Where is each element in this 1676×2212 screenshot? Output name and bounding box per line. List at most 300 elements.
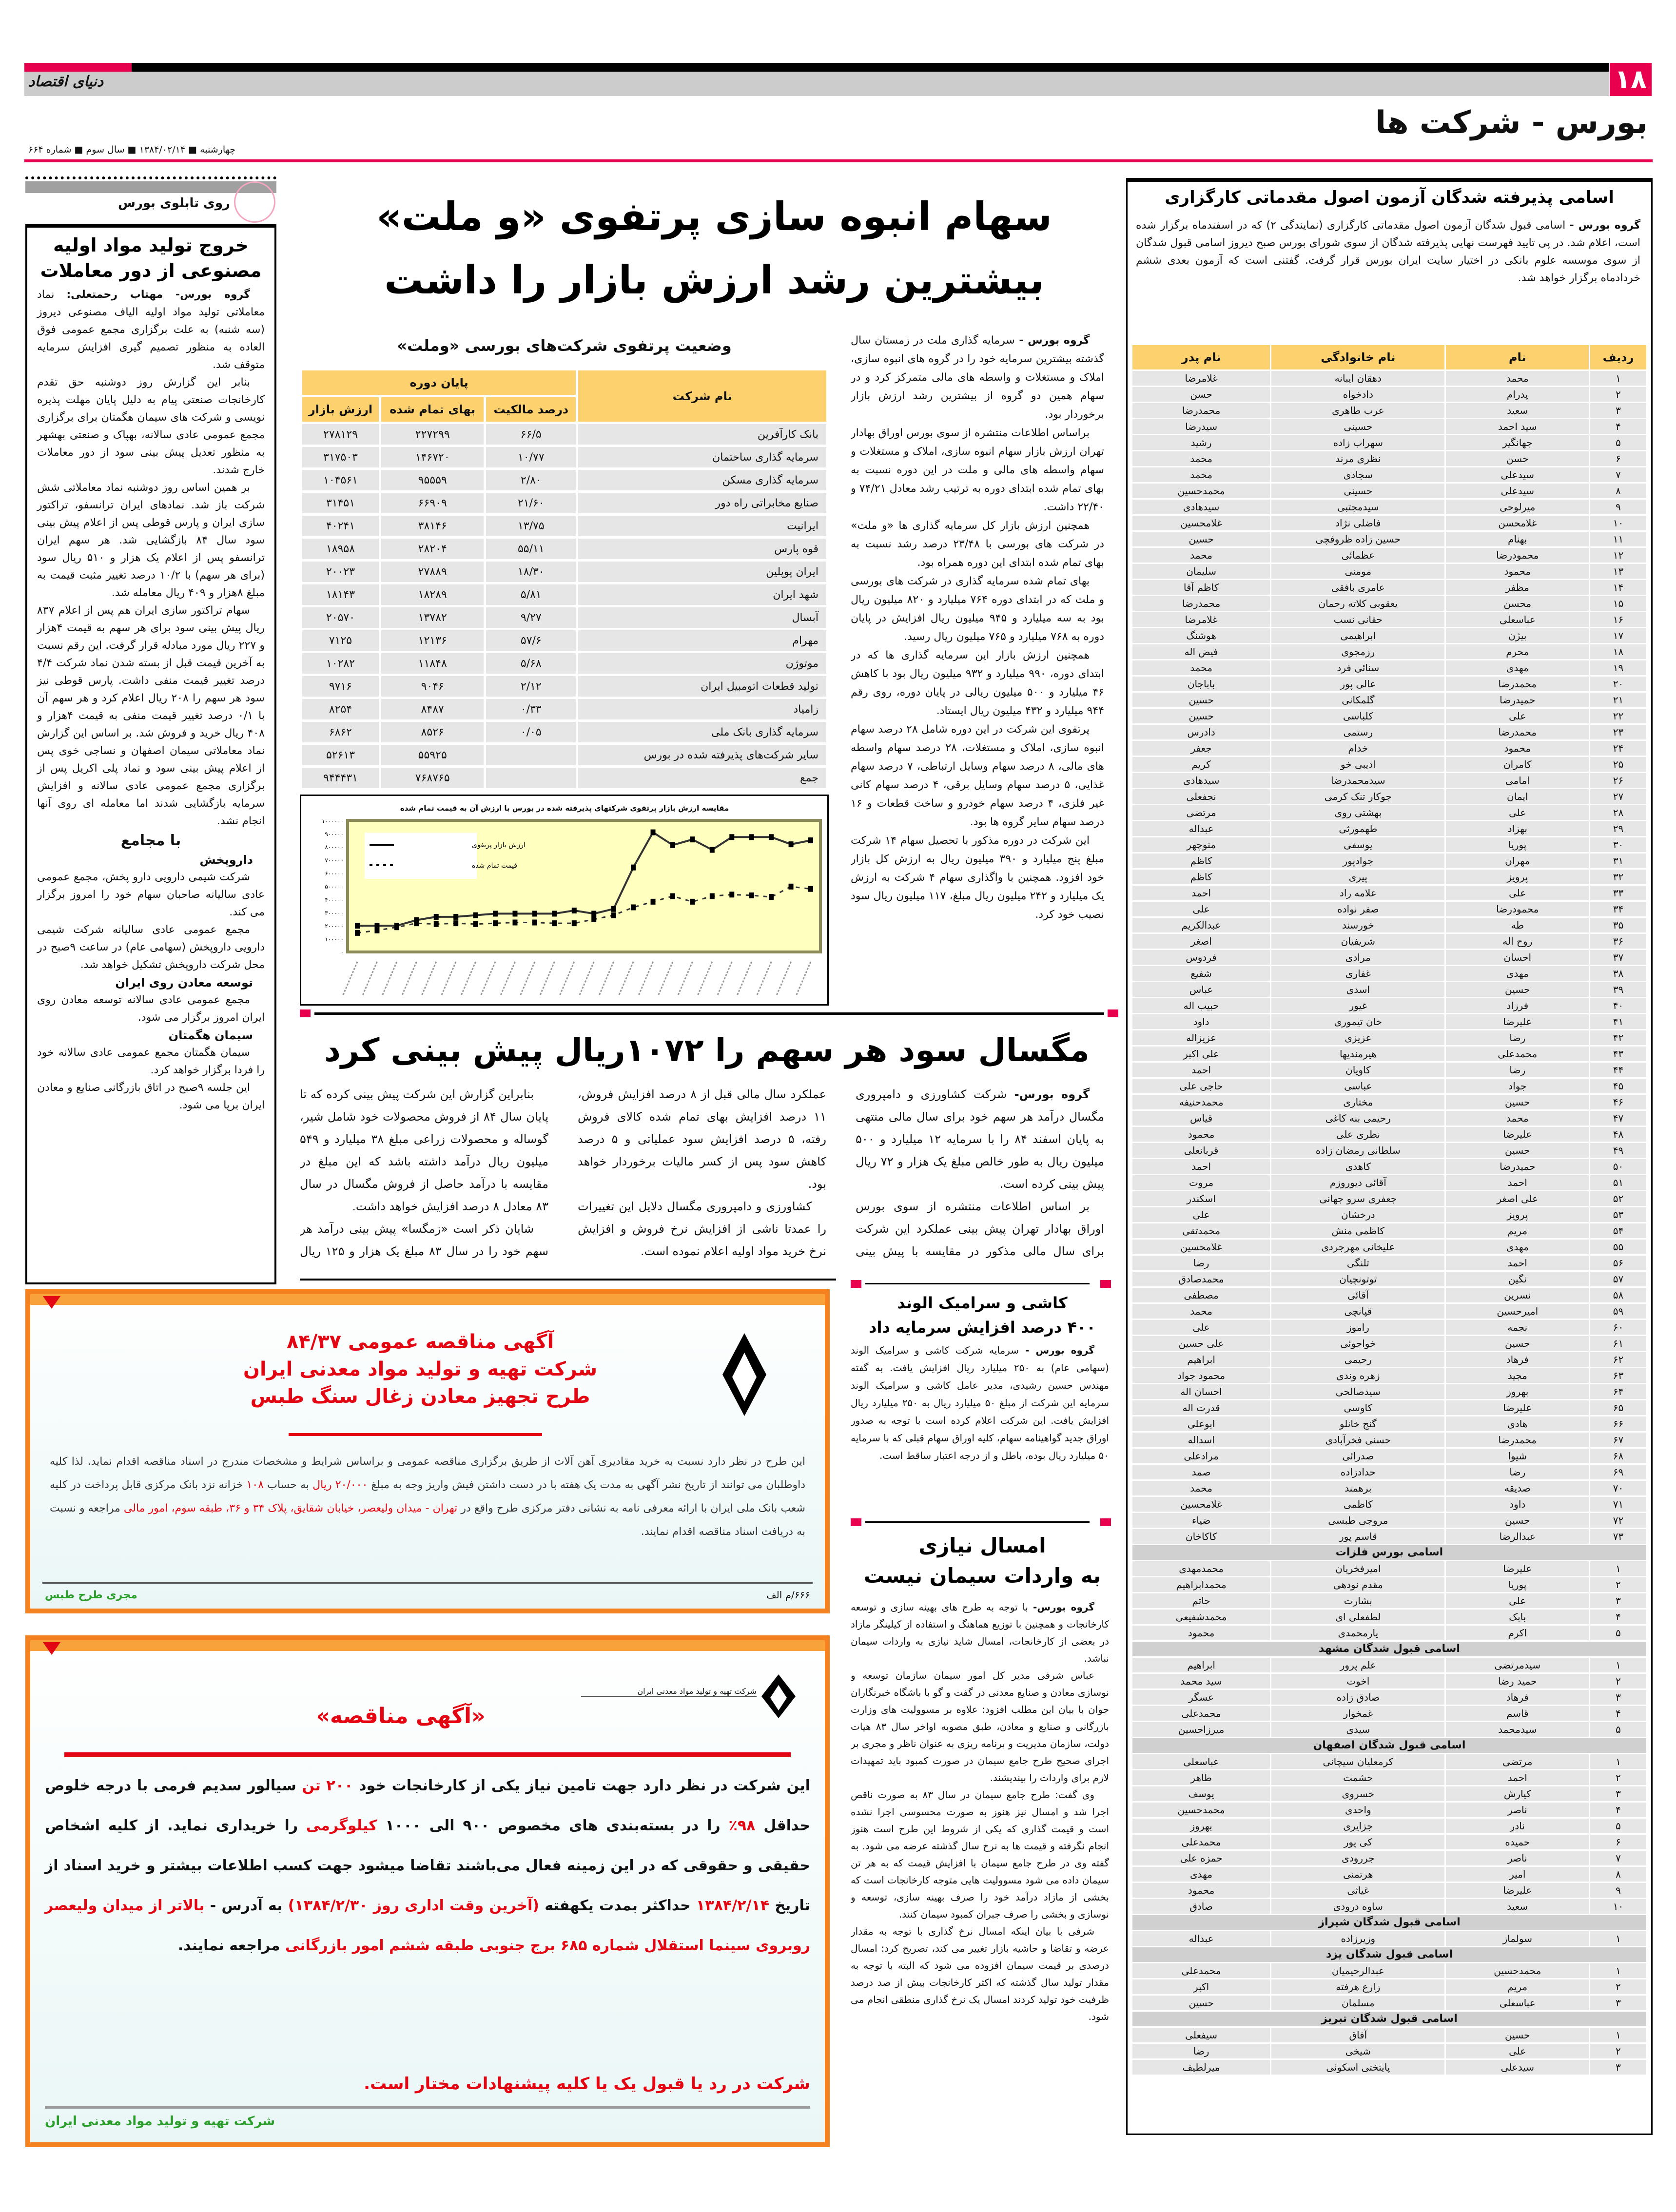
row-number: ۴ [1590,1803,1646,1817]
divider-marker [1100,1280,1111,1288]
father-name: سیفعلی [1132,2028,1270,2042]
last-name: علم پرور [1271,1658,1444,1672]
last-name: رحیمی بنه کاغی [1271,1111,1444,1125]
table-row [1132,1384,1646,1399]
father-name: حاتم [1132,1593,1270,1608]
masthead-accent [24,63,132,72]
paragraph: کشاورزی و دامپروری مگسال دلایل این تغییرات را عمدتا ناشی از افزایش نرخ فروش و افزایش نرخ خرید مواد اولیه اعلام نموده است. [578,1200,826,1258]
father-name: طاهر [1132,1770,1270,1785]
row-number: ۱۰ [1590,1899,1646,1914]
last-name: برهمند [1271,1481,1444,1495]
company-name: مهرام [578,630,826,651]
table-row [302,676,826,697]
market-value: ۶۸۶۲ [302,722,379,742]
portfolio-chart [300,795,829,1006]
table-row [1132,451,1646,466]
first-name: مظفر [1446,580,1589,595]
first-name: جواد [1446,1079,1589,1093]
company-name: تولید قطعات اتومبیل ایران [578,676,826,697]
last-name: بشارت [1271,1593,1444,1608]
last-name: سیدمحمدرضا [1271,773,1444,788]
table-row [1132,837,1646,852]
table-row [1132,1465,1646,1479]
last-name: درخشان [1271,1207,1444,1222]
row-number: ۱۶ [1590,612,1646,627]
ownership-percent: ۵۷/۶ [486,630,576,651]
ad-deadline: (آخرین وقت اداری روز ۱۳۸۴/۲/۳۰) [288,1897,539,1914]
company-name: سرمایه گذاری مسکن [578,470,826,490]
last-name: حقانی نسب [1271,612,1444,627]
chart-canvas [301,796,827,1004]
father-name: مصطفی [1132,1288,1270,1302]
data-point [355,923,360,929]
ownership-percent: ۵۵/۱۱ [486,539,576,559]
row-number: ۷۳ [1590,1529,1646,1544]
last-name: جررودی [1271,1851,1444,1865]
last-name: عامری بافقی [1271,580,1444,595]
ad-text: به حساب [267,1479,309,1491]
table-row [1132,918,1646,932]
subheading: با مجامع [120,832,181,849]
x-tick-mark [796,962,811,996]
section-title: اسامی قبول شدگان اصفهان [1132,1738,1646,1753]
last-name: حسین زاده ظروفچی [1271,532,1444,546]
first-name: بهزاد [1446,821,1589,836]
last-name: صفر نواده [1271,902,1444,916]
father-name: احمد [1132,886,1270,900]
table-row [1132,1931,1646,1946]
row-number: ۳۵ [1590,918,1646,932]
data-point [532,920,537,926]
father-name: رشید [1132,435,1270,450]
father-name: محمد [1132,467,1270,482]
father-name: سیدرضا [1132,419,1270,434]
item-title: توسعه معادن روی ایران [115,976,253,990]
last-name: حشمت [1271,1770,1444,1785]
last-name: واحدی [1271,1803,1444,1817]
last-name: جزایری [1271,1819,1444,1833]
last-name: امیرفخریان [1271,1561,1444,1576]
father-name: محمد [1132,1481,1270,1495]
y-tick-label: ۳۰۰۰۰۰ [325,910,344,916]
x-tick-mark [441,962,456,996]
last-name: غیور [1271,998,1444,1013]
y-tick-label: ۶۰۰۰۰۰ [325,870,344,877]
data-point [631,865,636,871]
father-name: محمدعلی [1132,1835,1270,1849]
row-number: ۱۱ [1590,532,1646,546]
first-name: رضا [1446,1063,1589,1077]
father-name: سید محمد [1132,1674,1270,1688]
father-name: مروت [1132,1175,1270,1190]
ad-top-strip [30,1294,825,1305]
data-point [394,923,399,929]
data-point [355,930,360,936]
article-headline: خروج تولید مواد اولیه مصنوعی از دور معاملات [40,234,262,281]
headline-line: به واردات سیمان نیست [863,1564,1101,1588]
paragraph: سهام تراکتور سازی ایران هم پس از اعلام ۸۳۷ ریال پیش بینی سود برای هر سهم به قیمت ۴هزار و ۲۲۷ ریال مورد مبادله قرار گرفت. این رقم نسبت به آخرین قیمت قبل از بسته شدن نماد شرکت ۴/۴ درصد تغییر قیمت منفی داشت. پارس قوطی نیز سود هر سهم را ۲۰۸ ریال اعلام کرد و هر سهم آن با ۰/۱ درصد تغییر قیمت منفی به قیمت ۴هزار و ۴۰۸ ریال خرید و فروش شد. بر اساس این گزارش نماد معاملاتی سیمان اصفهان و نساجی خوی پس از اعلام پیش بینی سود و نماد پلی اکریل پس از برگزاری مجمع عمومی عادی سالانه و افزایش سرمایه بازگشایی شدند اما معامله ای روی آنها انجام نشد. [37,604,265,827]
last-name: سلطانی رمضان زاده [1271,1143,1444,1158]
cost-value: ۱۴۶۷۲۰ [381,447,484,467]
divider-marker [1108,1009,1118,1017]
table-row [1132,419,1646,434]
market-value: ۵۲۶۱۳ [302,745,379,765]
last-name: مقدم نودهی [1271,1577,1444,1592]
item-title: داروپخش [199,853,253,867]
table-row [1132,1127,1646,1142]
data-point [789,841,794,847]
ad-text: حداکثر بمدت یکهفته [545,1897,691,1914]
father-name: قدرت اله [1132,1400,1270,1415]
father-name: احسان اله [1132,1384,1270,1399]
first-name: حمیده [1446,1835,1589,1849]
first-name: محمدرضا [1446,1433,1589,1447]
table-row [302,699,826,719]
father-name: علی حسین [1132,1336,1270,1351]
last-name: زهره وندی [1271,1368,1444,1383]
row-number: ۶۱ [1590,1336,1646,1351]
father-name: علی [1132,902,1270,916]
last-name: غمخوار [1271,1706,1444,1721]
last-name: اسدی [1271,982,1444,997]
x-tick-mark [362,962,377,996]
table-row [302,470,826,490]
table-row [302,447,826,467]
father-name: مهدی [1132,1867,1270,1882]
father-name: محمدحسین [1132,1803,1270,1817]
section-row [1132,1947,1646,1962]
row-number: ۳ [1590,403,1646,418]
legend [365,833,477,879]
data-point [651,830,656,835]
ownership-percent: ۰/۰۵ [486,722,576,742]
first-name: پوریا [1446,1577,1589,1592]
table-row [1132,1996,1646,2010]
first-name: جهانگیر [1446,435,1589,450]
last-name: عباسی [1271,1079,1444,1093]
last-name: گلمکانی [1271,693,1444,707]
market-value: ۱۰۴۵۶۱ [302,470,379,490]
last-name: سیدی [1271,1722,1444,1737]
father-name: محمد [1132,451,1270,466]
accepted-names-table [1131,344,1648,2076]
market-value: ۸۲۵۴ [302,699,379,719]
father-name: کریم [1132,757,1270,772]
table-row [1132,500,1646,514]
divider-marker [851,1518,861,1526]
data-point [434,921,439,927]
paragraph: بهای تمام شده سرمایه گذاری در شرکت های بورسی و ملت که در ابتدای دوره ۷۶۴ میلیارد و ۸۲۰ میلیون ریال بود به سه میلیارد و ۹۴۵ میلیون ریال افزایش در پایان دوره به ۷۶۸ میلیارد و ۷۶۵ میلیون ریال رسید. [851,575,1104,643]
table-row [1132,628,1646,643]
row-number: ۴۵ [1590,1079,1646,1093]
paragraph: این جلسه ۹صبح در اتاق بازرگانی صنایع و معادن ایران برپا می شود. [37,1082,265,1111]
ad-title-line: طرح تجهیز معادن زغال سنگ طبس [250,1385,590,1408]
company-name: سایر شرکت‌های پذیرفته شده در بورس [578,745,826,765]
row-number: ۴۰ [1590,998,1646,1013]
last-name: رستمی [1271,725,1444,739]
first-name: محرم [1446,644,1589,659]
table-row [1132,998,1646,1013]
father-name: محمدتقی [1132,1223,1270,1238]
x-tick-mark [382,962,397,996]
last-name: رزمجوی [1271,644,1444,659]
first-name: علیرضا [1446,1127,1589,1142]
father-name: فردوس [1132,950,1270,965]
market-value: ۱۸۱۴۳ [302,584,379,605]
market-value: ۴۰۲۴۱ [302,516,379,536]
last-name: علیخانی مهرجردی [1271,1240,1444,1254]
father-name: اکبر [1132,1979,1270,1994]
data-point [532,911,537,916]
table-row [1132,1400,1646,1415]
cost-value: ۱۸۲۸۹ [381,584,484,605]
last-name: عظمائی [1271,548,1444,563]
paragraph: نماد معاملاتی تولید مواد اولیه الیاف مصنوعی دیروز (سه شنبه) به علت برگزاری مجمع عمومی فوق العاده به منظور تصمیم گیری افزایش سرمایه متوقف شد. [37,289,265,371]
first-name: حسین [1446,982,1589,997]
y-tick-label: ۷۰۰۰۰۰ [325,857,344,864]
byline: گروه بورس - [1014,334,1090,347]
paragraph: بر اساس اطلاعات منتشره از سوی بورس اوراق بهادار تهران پیش بینی عملکرد این شرکت برای سال مالی مذکور در مقایسه با پیش بینی عملکرد سال مالی قبل از ۸ درصد افزایش فروش، ۱۱ درصد افزایش بهای تمام شده کالای فروش رفته، ۵ درصد افزایش سود عملیاتی و ۵ درصد کاهش سود پس از کسر مالیات برخوردار خواهد بود. [578,1087,1104,1258]
father-name: حسین [1132,1996,1270,2010]
x-tick-mark [343,962,357,996]
ad-text: را خریداری نماید. از کلیه اشخاص حقیقی و حقوقی که در این زمینه فعال می‌باشند تقاضا میشود جهت کسب اطلاعات بیشتر و خرید اسناد از تاریخ [45,1817,810,1914]
table-row [1132,1143,1646,1158]
first-name: محمودرضا [1446,548,1589,563]
paragraph: شرکت کشاورزی و دامپروری مگسال درآمد هر سهم خود برای سال مالی منتهی به پایان اسفند ۸۴ را با سرمایه ۱۲ میلیارد و ۵۰۰ میلیون ریال به طور خالص مبلغ یک هزار و ۷۲ ریال پیش بینی کرده است. [856,1087,1104,1191]
row-number: ۲۲ [1590,709,1646,723]
legend-label: قیمت تمام شده [472,862,517,870]
company-name: ایرانیت [578,516,826,536]
father-name: غلامرضا [1132,371,1270,386]
ownership-percent [486,768,576,788]
first-name: ایمان [1446,789,1589,804]
ad-amount: ۲۰/۰۰۰ ریال [312,1479,368,1491]
last-name: عالی پور [1271,677,1444,691]
father-name: نجفعلی [1132,789,1270,804]
exam-results-intro [1136,217,1640,287]
first-name: نجمه [1446,1320,1589,1335]
ad-text: خزانه نزد بانک مرکزی قابل پرداخت در کلیه شعب بانک ملی ایران با ارائه معرفی نامه به نشانی دفتر مرکزی طرح واقع در [50,1479,805,1514]
col-last-name: نام خانوادگی [1271,345,1444,369]
triangle-marker-icon [43,1296,60,1309]
first-name: طه [1446,918,1589,932]
father-name: مرادعلی [1132,1449,1270,1463]
first-name: بهروز [1446,1384,1589,1399]
table-row [302,745,826,765]
row-number: ۳ [1590,1593,1646,1608]
tender-ad-sodium [25,1635,830,2147]
y-tick-label: ۱۰۰۰۰۰ [325,936,344,943]
row-number: ۲۱ [1590,693,1646,707]
ownership-percent: ۱۳/۷۵ [486,516,576,536]
last-name: وزیرزاده [1271,1931,1444,1946]
y-tick-label: ۵۰۰۰۰۰ [325,883,344,890]
col-father-name: نام پدر [1132,345,1270,369]
table-row [1132,1336,1646,1351]
table-row [1132,693,1646,707]
ad-quantity: ۲۰۰ تن [302,1777,353,1794]
father-name: دادرس [1132,725,1270,739]
paragraph: شرکت شیمی دارویی دارو پخش، مجمع عمومی عادی سالیانه صاحبان سهام خود را امروز برگزار می کند. [37,871,265,918]
first-name: قاسم [1446,1706,1589,1721]
ad-title-line: آگهی مناقصه عمومی ۸۴/۳۷ [286,1331,554,1353]
first-name: علی [1446,886,1589,900]
data-point [453,914,458,920]
table-row [1132,1786,1646,1801]
row-number: ۴۴ [1590,1063,1646,1077]
last-name: هرتمنی [1271,1867,1444,1882]
ad-text: را در بسته‌بندی های مخصوص ۹۰۰ الی ۱۰۰۰ [385,1817,721,1834]
table-row [1132,1561,1646,1576]
table-row [1132,596,1646,611]
father-name: محمود [1132,1626,1270,1640]
row-number: ۱۷ [1590,628,1646,643]
father-name: کاظم آقا [1132,580,1270,595]
last-name: راموز [1271,1320,1444,1335]
table-row [1132,2028,1646,2042]
last-name: رحیمی [1271,1352,1444,1367]
data-point [670,842,675,848]
row-number: ۵ [1590,435,1646,450]
father-name: سیدهادی [1132,773,1270,788]
row-number: ۴۱ [1590,1014,1646,1029]
divider-marker [300,1009,311,1017]
first-name: علی [1446,2044,1589,2058]
father-name: محمد [1132,1304,1270,1319]
first-name: شیوا [1446,1449,1589,1463]
father-name: سلیمان [1132,564,1270,579]
data-point [493,911,498,916]
first-name: سعید [1446,403,1589,418]
section-title: بورس - شرکت ها [1375,105,1648,141]
y-tick-label: ۹۰۰۰۰۰ [325,831,344,837]
row-number: ۴ [1590,419,1646,434]
row-number: ۶۶ [1590,1416,1646,1431]
first-name: محسن [1446,596,1589,611]
legend-label: ارزش بازار پرتفوی [472,841,526,849]
row-number: ۴۸ [1590,1127,1646,1142]
company-name: جمع [578,768,826,788]
table-row [302,653,826,674]
ad-text: مراجعه و نسبت به دریافت اسناد مناقصه اقدام نمایند. [50,1502,805,1538]
masthead-bar [24,63,1609,72]
first-name: مجید [1446,1368,1589,1383]
last-name: کاظمی [1271,1497,1444,1512]
father-name: محمدعلی [1132,1706,1270,1721]
ad-rule [289,1433,542,1436]
last-name: جوکار تنک کرمی [1271,789,1444,804]
table-row [1132,1963,1646,1978]
father-name: ضیاء [1132,1513,1270,1528]
table-row [1132,1979,1646,1994]
table-row [1132,1014,1646,1029]
table-row [1132,548,1646,563]
row-number: ۵۸ [1590,1288,1646,1302]
cost-value: ۱۳۷۸۲ [381,607,484,628]
paragraph: عباس شرفی مدیر کل امور سیمان سازمان توسعه و نوسازی معادن و صنایع معدنی در گفت و گو با باشگاه خبرنگاران جوان با بیان این مطلب افزود: علاوه بر مسوولیت های وزارت بازرگانی و صنایع و معادن، طبق مصوبه اواخر سال ۸۳ هیات دولت، سازمان مدیریت و برنامه ریزی به عنوان ناظر و مجری بر اجرای صحیح طرح جامع سیمان در صورت کمبود باید تمهیدات لازم برای واردات را بیندیشند. [851,1669,1109,1784]
row-number: ۱ [1590,371,1646,386]
data-point [591,916,596,922]
company-name: سرمایه گذاری ساختمان [578,447,826,467]
ad-text: سیالور سدیم فرمی با درجه خلوص حداقل [45,1777,810,1834]
byline: گروه بورس - [1018,1344,1095,1356]
row-number: ۵۱ [1590,1175,1646,1190]
megasal-body [300,1083,1104,1273]
first-name: امیرحسین [1446,1304,1589,1319]
first-name: سیدعلی [1446,467,1589,482]
table-row [1132,1706,1646,1721]
row-number: ۷۱ [1590,1497,1646,1512]
father-name: غلامحسین [1132,516,1270,530]
x-tick-mark [777,962,791,996]
first-name: داود [1446,1497,1589,1512]
table-row [1132,1722,1646,1737]
father-name: عزیزاله [1132,1030,1270,1045]
father-name: بهروز [1132,1819,1270,1833]
table-row [1132,1079,1646,1093]
cost-value: ۱۲۱۳۶ [381,630,484,651]
headline-line: امسال نیازی [918,1533,1046,1557]
ad-rule [64,1752,791,1757]
cost-value: ۲۷۸۸۹ [381,562,484,582]
paragraph: سرمایه گذاری ملت در زمستان سال گذشته بیشترین سرمایه خود را در گروه های انبوه سازی، املاک و مستغلات و واسطه های مالی متمرکز کرد و در سهام همین دو گروه از بیشترین رشد ارزش بازار برخوردار بود. [851,334,1104,421]
table-row [1132,1416,1646,1431]
father-name: محمدرضا [1132,596,1270,611]
row-number: ۵۵ [1590,1240,1646,1254]
father-name: حمزه علی [1132,1851,1270,1865]
row-number: ۲۹ [1590,821,1646,836]
row-number: ۲ [1590,2044,1646,2058]
last-name: یعقوبی کلاته رحمان [1271,596,1444,611]
table-row [1132,934,1646,949]
x-tick-mark [619,962,633,996]
data-point [749,893,754,898]
table-row [302,768,826,788]
table-row [1132,1867,1646,1882]
data-point [552,911,557,916]
market-value: ۱۸۹۵۸ [302,539,379,559]
first-name: علیرضا [1446,1883,1589,1898]
row-number: ۱۹ [1590,660,1646,675]
father-name: اصغر [1132,934,1270,949]
last-name: تلنگی [1271,1256,1444,1270]
table-row [302,584,826,605]
last-name: کاظمی منش [1271,1223,1444,1238]
row-number: ۱ [1590,1963,1646,1978]
paragraph: شرفی با بیان اینکه امسال نرخ گذاری با توجه به مقدار عرضه و تقاضا و حاشیه بازار تغییر می کند، تصریح کرد: امسال درصدی بر قیمت سیمان افزوده می شود که البته با توجه به مقدار تولید سال گذشته که اکثر کارخانجات بیش از صد درصد ظرفیت خود تولید کردند امسال یک نرخ گذاری منطقی انجام می شود. [851,1925,1109,2022]
y-tick-label: ۱۰۰۰۰۰۰ [321,817,344,824]
first-name: محمدعلی [1446,1047,1589,1061]
cost-value: ۷۶۸۷۶۵ [381,768,484,788]
father-name: محمد [1132,660,1270,675]
row-number: ۳۳ [1590,886,1646,900]
first-name: فرهاد [1446,1352,1589,1367]
table-row [1132,1529,1646,1544]
table-row [1132,1433,1646,1447]
byline: گروه بورس- [1007,1087,1090,1101]
ad-rule [42,1582,813,1584]
last-name: کرمعلیان سیچانی [1271,1754,1444,1769]
section-title: اسامی قبول شدگان مشهد [1132,1642,1646,1656]
father-name: عباسعلی [1132,1754,1270,1769]
last-name: خواجوئی [1271,1336,1444,1351]
row-number: ۲ [1590,1674,1646,1688]
row-number: ۳ [1590,2060,1646,2075]
last-name: مرادی [1271,950,1444,965]
cost-value: ۲۲۷۲۹۹ [381,424,484,445]
tender-ad-tabas [25,1289,830,1613]
table-row [1132,1899,1646,1914]
